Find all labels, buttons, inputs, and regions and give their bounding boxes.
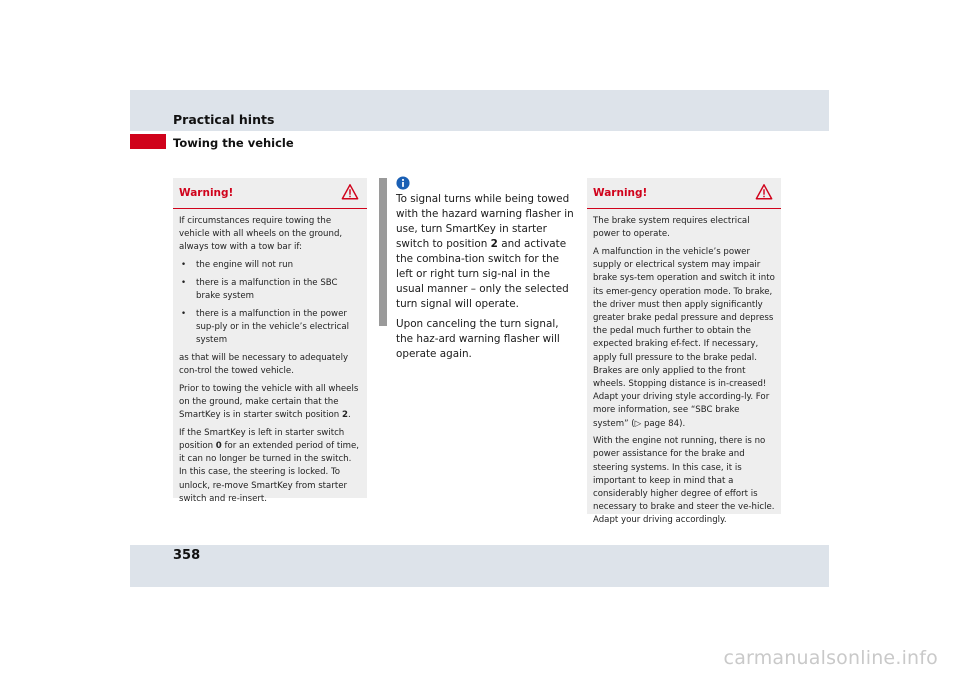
watermark: carmanualsonline.info — [723, 647, 938, 669]
warning-malfunction — [593, 246, 775, 431]
warning-intro: If circumstances require towing the vehicle with all wheels on the ground, always tow with a tow bar if: — [179, 216, 343, 253]
warning-condition-list — [179, 259, 361, 347]
footer-band — [130, 545, 829, 587]
warning-body — [173, 209, 367, 506]
text-span: and activate the combina-tion switch for the left or right turn sig-nal in the usual manner – only the selected turn signal will operate. — [396, 238, 569, 310]
text-span: ). — [679, 418, 686, 429]
text-span: . — [347, 410, 351, 421]
text-span: To signal turns while being towed with the hazard warning flasher in use, turn SmartKey in starter switch to position — [396, 193, 574, 250]
info-icon — [396, 176, 410, 190]
info-turn-signal — [396, 192, 578, 312]
warning-smartkey-position — [179, 383, 361, 423]
warning-box-brakes — [587, 178, 781, 526]
section-title: Practical hints — [173, 112, 275, 127]
warning-label: Warning! — [593, 187, 648, 199]
warning-box-towing — [173, 178, 367, 504]
list-item: • there is a malfunction in the SBC brake system — [179, 277, 361, 303]
warning-triangle-icon — [341, 183, 359, 201]
page-subtitle: Towing the vehicle — [173, 136, 294, 150]
warning-header — [173, 178, 367, 209]
section-marker-tab — [130, 134, 166, 149]
position-number: 0 — [215, 441, 222, 452]
warning-header — [587, 178, 781, 209]
list-item: • there is a malfunction in the power sup-ply or in the vehicle’s electrical system — [179, 308, 361, 348]
warning-body — [587, 209, 781, 528]
info-sidebar-bar — [379, 178, 387, 326]
text-span: for an extended period of time, it can no longer be turned in the switch. In this case, the steering is locked. To unlock, re-move SmartKey from starter switch and re-insert. — [179, 441, 360, 504]
info-cancel-signal: Upon canceling the turn signal, the haz-ard warning flasher will operate again. — [396, 317, 560, 360]
warning-triangle-icon — [755, 183, 773, 201]
position-number: 2 — [490, 238, 498, 250]
warning-engine-off: With the engine not running, there is no power assistance for the brake and steering systems. In this case, it is important to keep in mind that a considerably higher degree of effort is necessary to brake and steer the ve-hicle. Adapt your driving accordingly. — [593, 436, 775, 526]
page-reference-link[interactable]: page 84 — [641, 418, 680, 429]
list-item: • the engine will not run — [179, 259, 361, 272]
warning-label: Warning! — [179, 187, 234, 199]
page-number: 358 — [173, 548, 201, 563]
position-number: 2 — [341, 410, 348, 421]
page-reference-arrow-icon: ▷ — [634, 418, 642, 429]
text-span: Prior to towing the vehicle with all wheels on the ground, make certain that the SmartKey is in starter switch position — [179, 383, 359, 421]
warning-steering-lock — [179, 427, 361, 506]
info-note — [396, 192, 578, 366]
text-span: A malfunction in the vehicle’s power supply or electrical system may impair brake sys-tem operation and switch it into its emer-gency operation mode. To brake, the driver must then apply significantly greater brake pedal pressure and depress the pedal much further to obtain the expected braking ef-fect. If necessary, apply full pressure to the brake pedal. Brakes are only applied to the front wheels. Stopping distance is in-creased! Adapt your driving style according-ly. For more information, see “SBC brake system” ( — [593, 246, 775, 429]
text-span: If the SmartKey is left in starter switch position — [179, 427, 345, 452]
warning-power-required: The brake system requires electrical power to operate. — [593, 216, 750, 240]
warning-after-list: as that will be necessary to adequately con-trol the towed vehicle. — [179, 352, 349, 377]
